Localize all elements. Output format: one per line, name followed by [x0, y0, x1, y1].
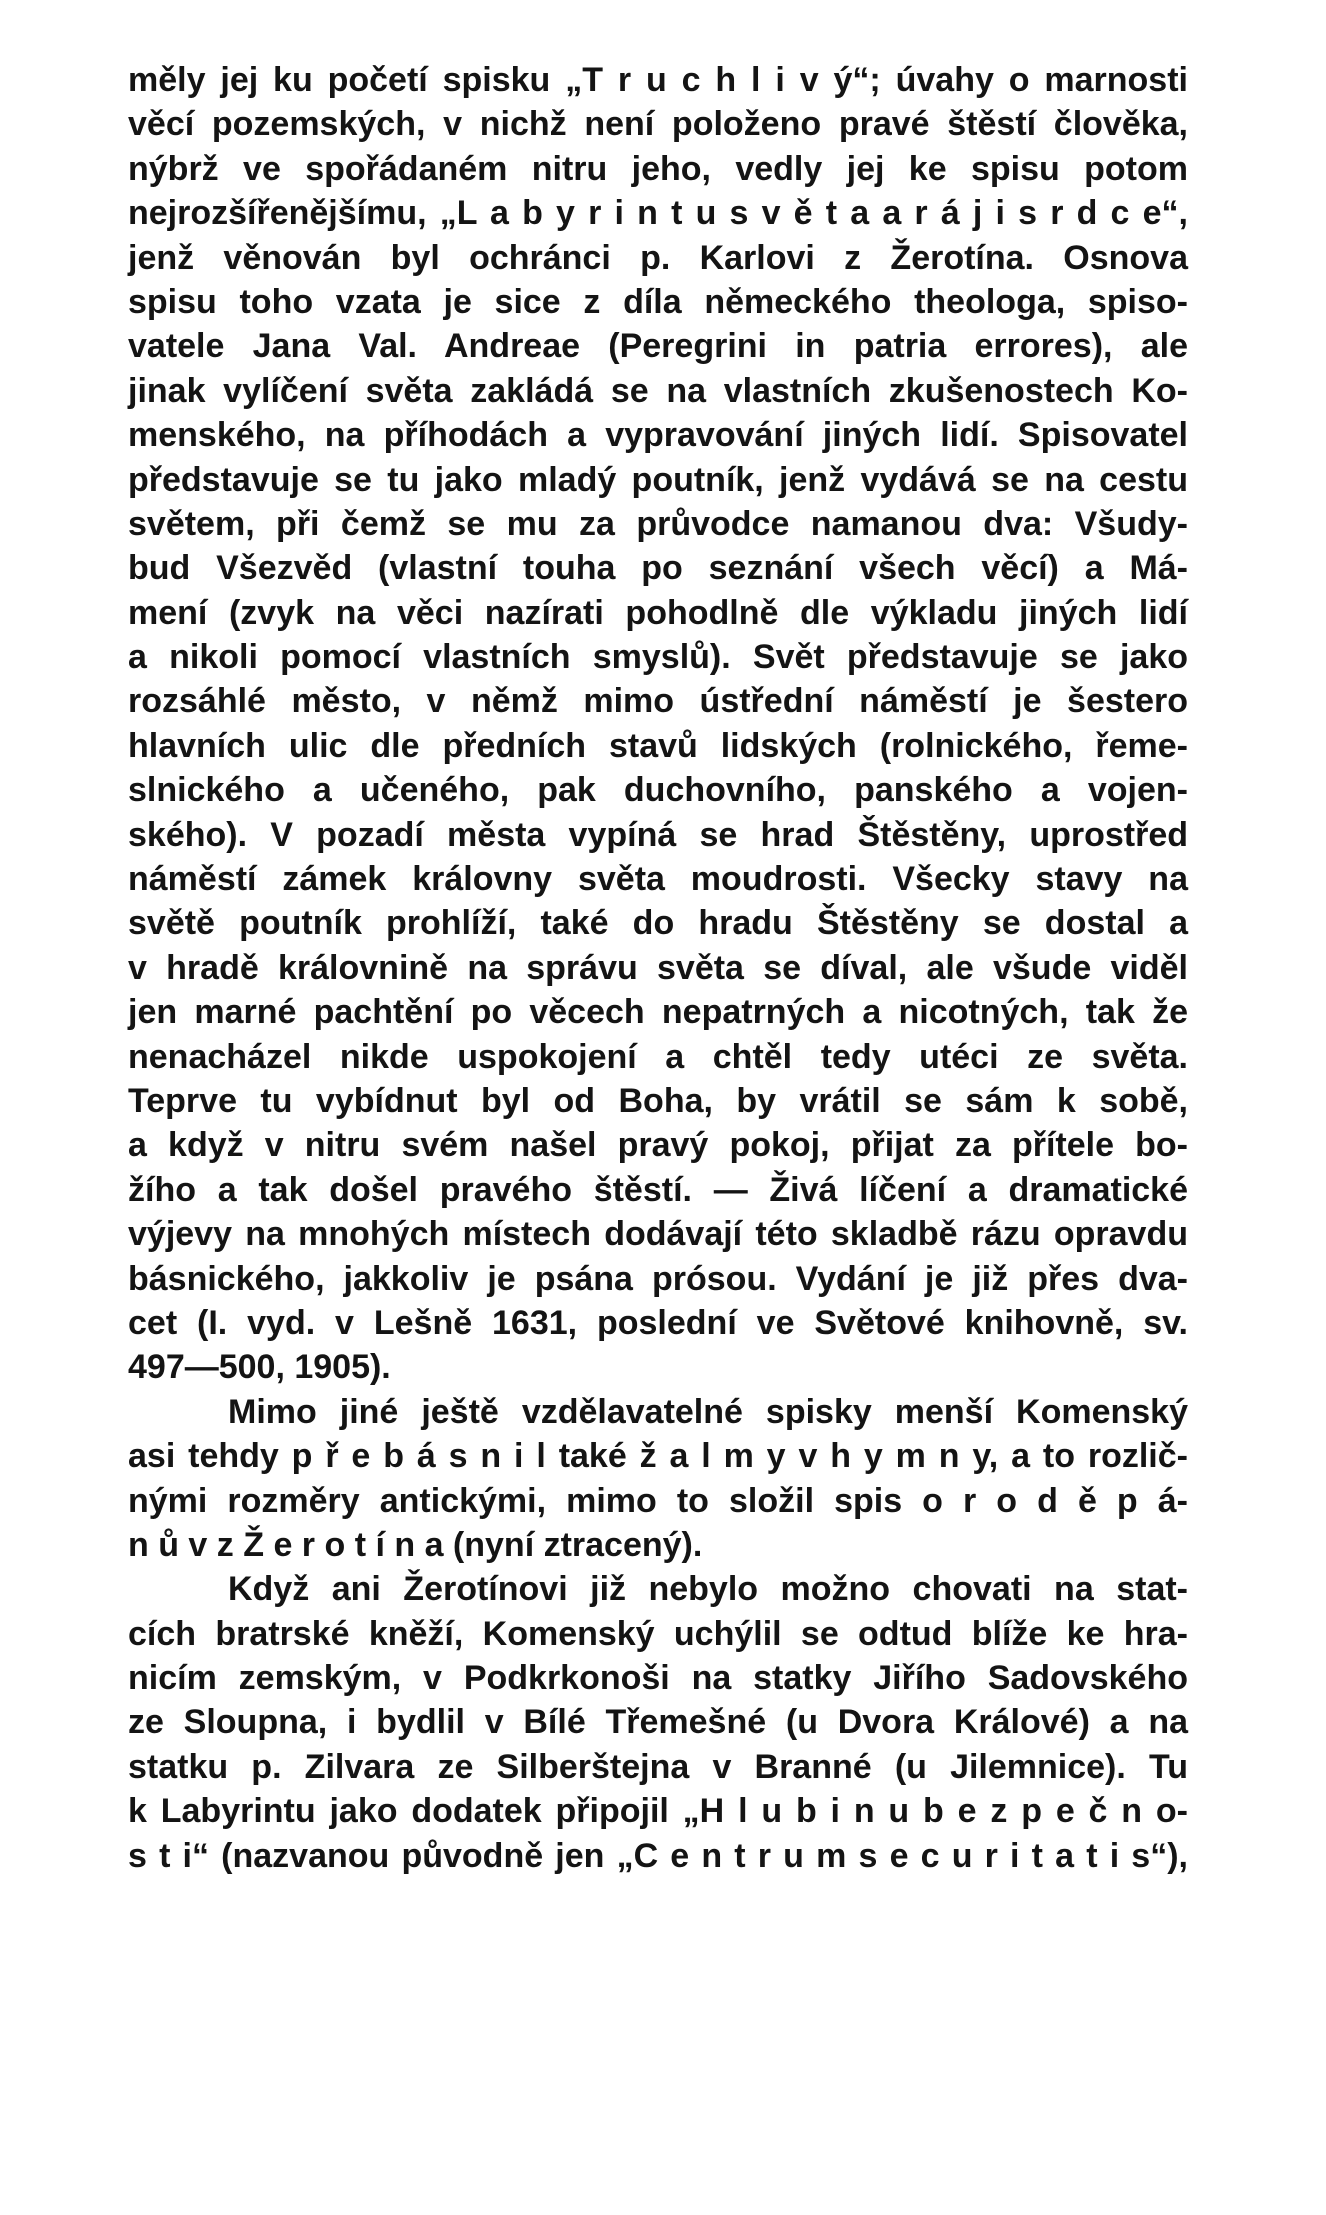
- text-line: 497—500, 1905).: [128, 1348, 391, 1387]
- text-line: hlavních ulic dle předních stavů lidských (rolnického, řeme-: [128, 726, 1188, 765]
- text-line: k Labyrintu jako dodatek připojil „H l u b i n u b e z p e č n o-: [128, 1792, 1188, 1831]
- text-line: nými rozměry antickými, mimo to složil spis o r o d ě p á-: [128, 1481, 1188, 1520]
- text-line: básnického, jakkoliv je psána prósou. Vydání je již přes dva-: [128, 1259, 1188, 1298]
- text-line: spisu toho vzata je sice z díla německého theologa, spiso-: [128, 282, 1188, 321]
- text-line: Teprve tu vybídnut byl od Boha, by vrátil se sám k sobě,: [128, 1081, 1188, 1120]
- text-line: bud Všezvěd (vlastní touha po seznání všech věcí) a Má-: [128, 549, 1188, 588]
- body-text: [128, 58, 1188, 1878]
- text-line: nýbrž ve spořádaném nitru jeho, vedly jej ke spisu potom: [128, 149, 1188, 188]
- text-line: cet (I. vyd. v Lešně 1631, poslední ve Světové knihovně, sv.: [128, 1303, 1188, 1342]
- text-line: menského, na příhodách a vypravování jiných lidí. Spisovatel: [128, 416, 1188, 455]
- text-line: nejrozšířenějšímu, „L a b y r i n t u s v ě t a a r á j i s r d c e“,: [128, 194, 1188, 233]
- text-line: Když ani Žerotínovi již nebylo možno chovati na stat-: [228, 1570, 1188, 1609]
- text-line: výjevy na mnohých místech dodávají této skladbě rázu opravdu: [128, 1215, 1188, 1254]
- text-line: měly jej ku početí spisku „T r u c h l i v ý“; úvahy o marnosti: [128, 61, 1188, 99]
- text-line: Mimo jiné ještě vzdělavatelné spisky menší Komenský: [228, 1392, 1188, 1431]
- text-line: ze Sloupna, i bydlil v Bílé Třemešné (u Dvora Králové) a na: [128, 1703, 1188, 1742]
- text-line: jinak vylíčení světa zakládá se na vlastních zkušenostech Ko-: [128, 371, 1188, 410]
- text-line: jen marné pachtění po věcech nepatrných a nicotných, tak že: [128, 993, 1188, 1032]
- text-line: ského). V pozadí města vypíná se hrad Štěstěny, uprostřed: [128, 815, 1188, 854]
- text-line: náměstí zámek královny světa moudrosti. Všecky stavy na: [128, 860, 1188, 899]
- text-line: vatele Jana Val. Andreae (Peregrini in patria errores), ale: [128, 327, 1188, 366]
- text-line: slnického a učeného, pak duchovního, panského a vojen-: [128, 771, 1188, 810]
- text-line: asi tehdy p ř e b á s n i l také ž a l m y v h y m n y, a to rozlič-: [128, 1437, 1188, 1476]
- text-line: n ů v z Ž e r o t í n a (nyní ztracený).: [128, 1525, 703, 1564]
- text-line: světem, při čemž se mu za průvodce namanou dva: Všudy-: [128, 504, 1188, 543]
- text-line: s t i“ (nazvanou původně jen „C e n t r u m s e c u r i t a t i s“),: [128, 1836, 1188, 1875]
- text-line: věcí pozemských, v nichž není položeno pravé štěstí člověka,: [128, 105, 1188, 144]
- text-line: cích bratrské kněží, Komenský uchýlil se odtud blíže ke hra-: [128, 1614, 1188, 1653]
- text-line: a nikoli pomocí vlastních smyslů). Svět představuje se jako: [128, 638, 1188, 677]
- text-line: statku p. Zilvara ze Silberštejna v Branné (u Jilemnice). Tu: [128, 1747, 1188, 1786]
- text-line: nenacházel nikde uspokojení a chtěl tedy utéci ze světa.: [128, 1037, 1188, 1076]
- text-line: žího a tak došel pravého štěstí. — Živá líčení a dramatické: [128, 1170, 1188, 1209]
- text-line: a když v nitru svém našel pravý pokoj, přijat za přítele bo-: [128, 1126, 1188, 1165]
- text-line: v hradě královnině na správu světa se díval, ale všude viděl: [128, 948, 1188, 987]
- text-line: jenž věnován byl ochránci p. Karlovi z Žerotína. Osnova: [128, 238, 1188, 277]
- text-line: světě poutník prohlíží, také do hradu Štěstěny se dostal a: [128, 904, 1188, 943]
- text-line: představuje se tu jako mladý poutník, jenž vydává se na cestu: [128, 460, 1188, 499]
- text-line: rozsáhlé město, v němž mimo ústřední náměstí je šestero: [128, 682, 1188, 721]
- text-line: mení (zvyk na věci nazírati pohodlně dle výkladu jiných lidí: [128, 593, 1188, 632]
- text-line: nicím zemským, v Podkrkonoši na statky Jiřího Sadovského: [128, 1659, 1188, 1698]
